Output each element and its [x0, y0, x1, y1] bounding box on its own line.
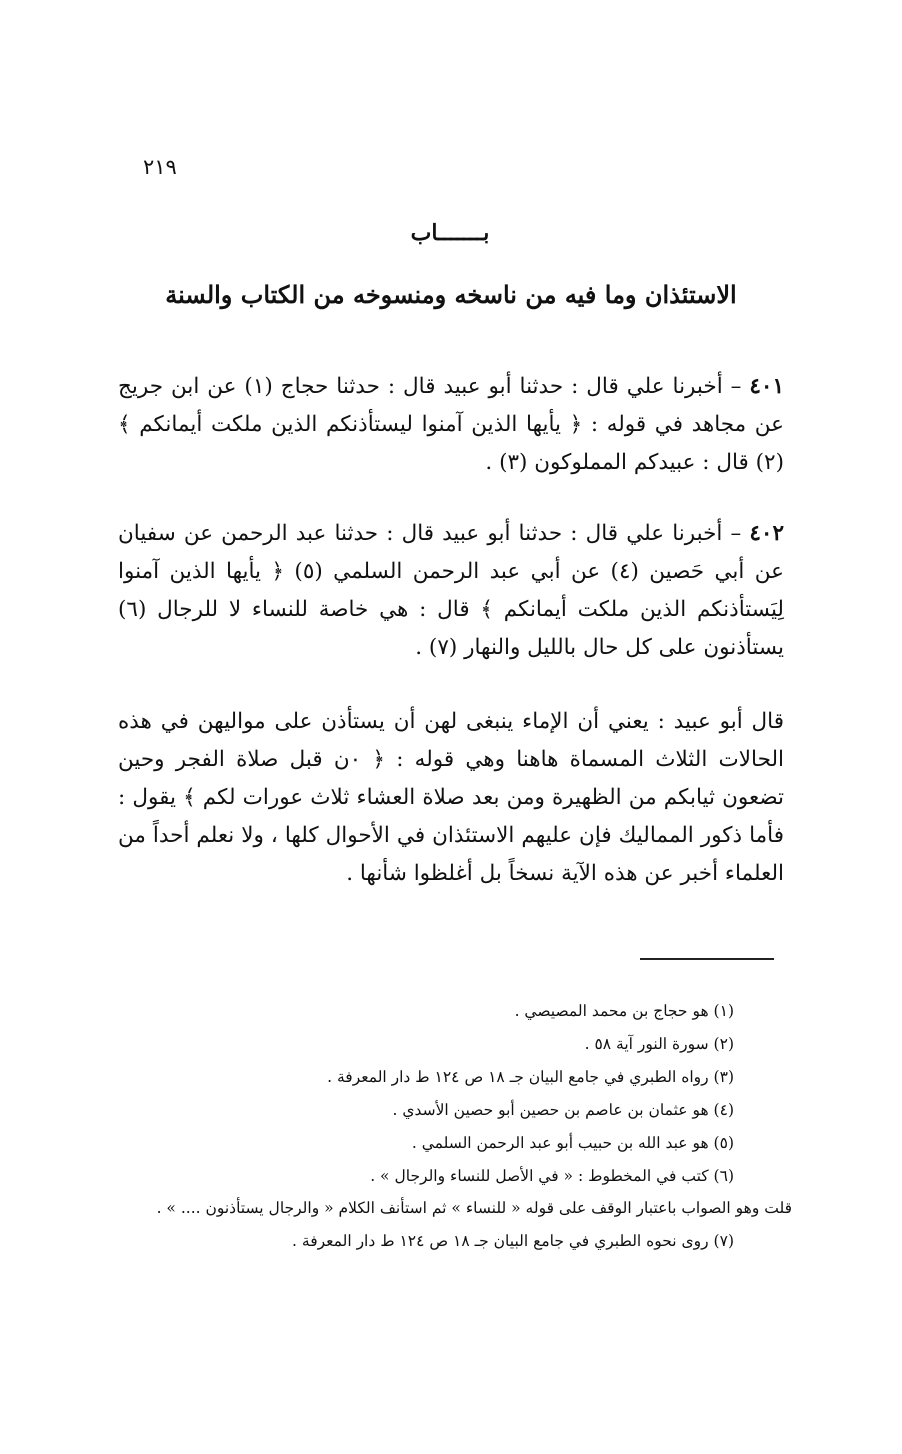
- page-number: ٢١٩: [143, 155, 177, 179]
- footnote-3: (٣) رواه الطبري في جامع البيان جـ ١٨ ص ١٢٤ ط دار المعرفة .: [327, 1068, 734, 1086]
- footnote-6: (٦) كتب في المخطوط : « في الأصل للنساء والرجال » .: [370, 1167, 734, 1185]
- footnote-4: (٤) هو عثمان بن عاصم بن حصين أبو حصين الأسدي .: [392, 1101, 734, 1119]
- footnote-7: (٧) روى نحوه الطبري في جامع البيان جـ ١٨ ص ١٢٤ ط دار المعرفة .: [292, 1232, 734, 1250]
- paragraph-text: – أخبرنا علي قال : حدثنا أبو عبيد قال : حدثنا عبد الرحمن عن سفيان عن أبي حَصين (٤) عن أبي عبد الرحمن السلمي (٥) ﴿ يأيها الذين آمنوا لِيَستأذنكم الذين ملكت أيمانكم ﴾ قال : هي خاصة للنساء لا للرجال (٦) يستأذنون على كل حال بالليل والنهار (٧) .: [118, 521, 784, 660]
- chapter-heading: بـــــــاب: [410, 220, 490, 246]
- paragraph-402: [118, 515, 784, 667]
- paragraph-text: – أخبرنا علي قال : حدثنا أبو عبيد قال : حدثنا حجاج (١) عن ابن جريج عن مجاهد في قوله : ﴿ يأيها الذين آمنوا ليستأذنكم الذين ملكت أيمانكم ﴾ (٢) قال : عبيدكم المملوكون (٣) .: [118, 374, 784, 475]
- commentary-paragraph: [118, 703, 784, 893]
- footnotes: [118, 995, 792, 1258]
- chapter-title: الاستئذان وما فيه من ناسخه ومنسوخه من الكتاب والسنة: [165, 280, 737, 309]
- paragraph-number: ٤٠١: [749, 374, 784, 399]
- footnote-divider: [640, 958, 774, 960]
- paragraph-number: ٤٠٢: [749, 521, 784, 546]
- paragraph-401: [118, 368, 784, 482]
- footnote-6-note: قلت وهو الصواب باعتبار الوقف على قوله « للنساء » ثم استأنف الكلام « والرجال يستأذنون .... » .: [156, 1199, 792, 1217]
- footnote-5: (٥) هو عبد الله بن حبيب أبو عبد الرحمن السلمي .: [411, 1134, 734, 1152]
- footnote-1: (١) هو حجاج بن محمد المصيصي .: [514, 1002, 734, 1020]
- footnote-2: (٢) سورة النور آية ٥٨ .: [584, 1035, 734, 1053]
- paragraph-text: قال أبو عبيد : يعني أن الإماء ينبغى لهن أن يستأذن على مواليهن في هذه الحالات الثلاث المسماة هاهنا وهي قوله : ﴿ ٠ن قبل صلاة الفجر وحين تضعون ثيابكم من الظهيرة ومن بعد صلاة العشاء ثلاث عورات لكم ﴾ يقول : فأما ذكور المماليك فإن عليهم الاستئذان في الأحوال كلها ، ولا نعلم أحداً من العلماء أخبر عن هذه الآية نسخاً بل أغلظوا شأنها .: [118, 709, 784, 886]
